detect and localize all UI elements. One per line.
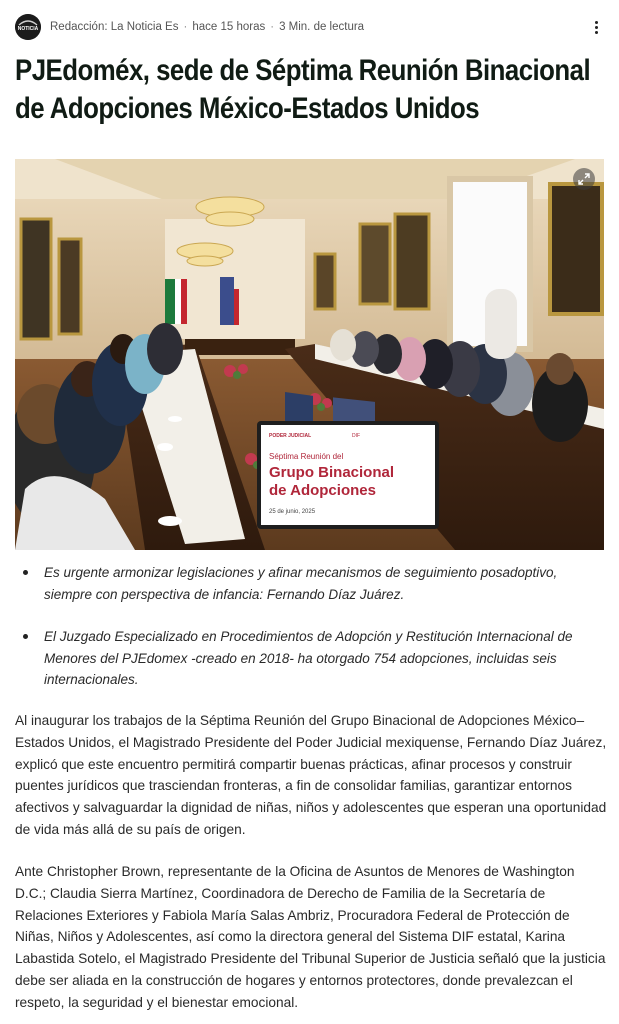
author-avatar[interactable] (15, 14, 41, 40)
body-paragraph: Ante Christopher Brown, representante de la Oficina de Asuntos de Menores de Washington D.C.; Claudia Sierra Martínez, Coordinadora de Derecho de Familia de la Secretaría de Relaciones Exteriores y Fabiola María Salas Ambriz, Procuradora Federal de Protección de Niñas, Niños y Adolescentes, así como la directora general del Sistema DIF estatal, Karina Labastida Sotelo, el Magistrado Presidente del Tribunal Superior de Justicia señaló que la justicia debe ser aliada en la construcción de hogares y entornos protectores, donde prevalezcan el respeto, la seguridad y el bienestar emocional. (15, 864, 606, 1010)
expand-icon[interactable] (573, 168, 595, 190)
list-item: Es urgente armonizar legislaciones y afinar mecanismos de seguimiento posadoptivo, siempre con perspectiva de infancia: Fernando Díaz Juárez. (15, 562, 607, 605)
avatar-logo (15, 14, 41, 40)
separator-dot: · (270, 21, 275, 33)
list-item: El Juzgado Especializado en Procedimientos de Adopción y Restitución Internacional de Menores del PJEdomex -creado en 2018- ha otorgado 754 adopciones, incluidas seis internacionales. (15, 626, 607, 691)
screen-logo-text: PODER JUDICIAL (269, 433, 312, 439)
author-name[interactable]: Redacción: La Noticia Es (50, 21, 179, 33)
highlights-list (15, 562, 607, 712)
more-vertical-icon[interactable] (587, 17, 605, 37)
screen-line-2: Grupo Binacional (269, 464, 395, 481)
read-time: 3 Min. de lectura (279, 21, 365, 33)
body-paragraph: Al inaugurar los trabajos de la Séptima Reunión del Grupo Binacional de Adopciones México–Estados Unidos, el Magistrado Presidente del Poder Judicial mexiquense, Fernando Díaz Juárez, explicó que este encuentro permitirá compartir buenas prácticas, afinar procesos y construir puentes jurídicos que trasciendan fronteras, a fin de consolidar familias, garantizar entornos afectivos y salvaguardar la dignidad de niñas, niños y adolescentes que esperan una oportunidad de vida más allá de su país de origen. (15, 713, 607, 837)
screen-line-1: Séptima Reunión del (269, 452, 344, 461)
screen-logo-text-2: DIF (352, 433, 361, 439)
article-photo[interactable] (15, 159, 604, 550)
article-title: PJEdoméx, sede de Séptima Reunión Binacional de Adopciones México-Estados Unidos (15, 54, 591, 125)
publish-time: hace 15 horas (192, 21, 266, 33)
meeting-room-illustration (15, 159, 604, 550)
svg-text:NOTICIA: NOTICIA (17, 26, 39, 32)
article-meta (15, 13, 605, 41)
meta-line (50, 21, 364, 33)
screen-line-3: de Adopciones (269, 482, 376, 499)
screen-date: 25 de junio, 2025 (269, 509, 316, 515)
separator-dot: · (183, 21, 188, 33)
